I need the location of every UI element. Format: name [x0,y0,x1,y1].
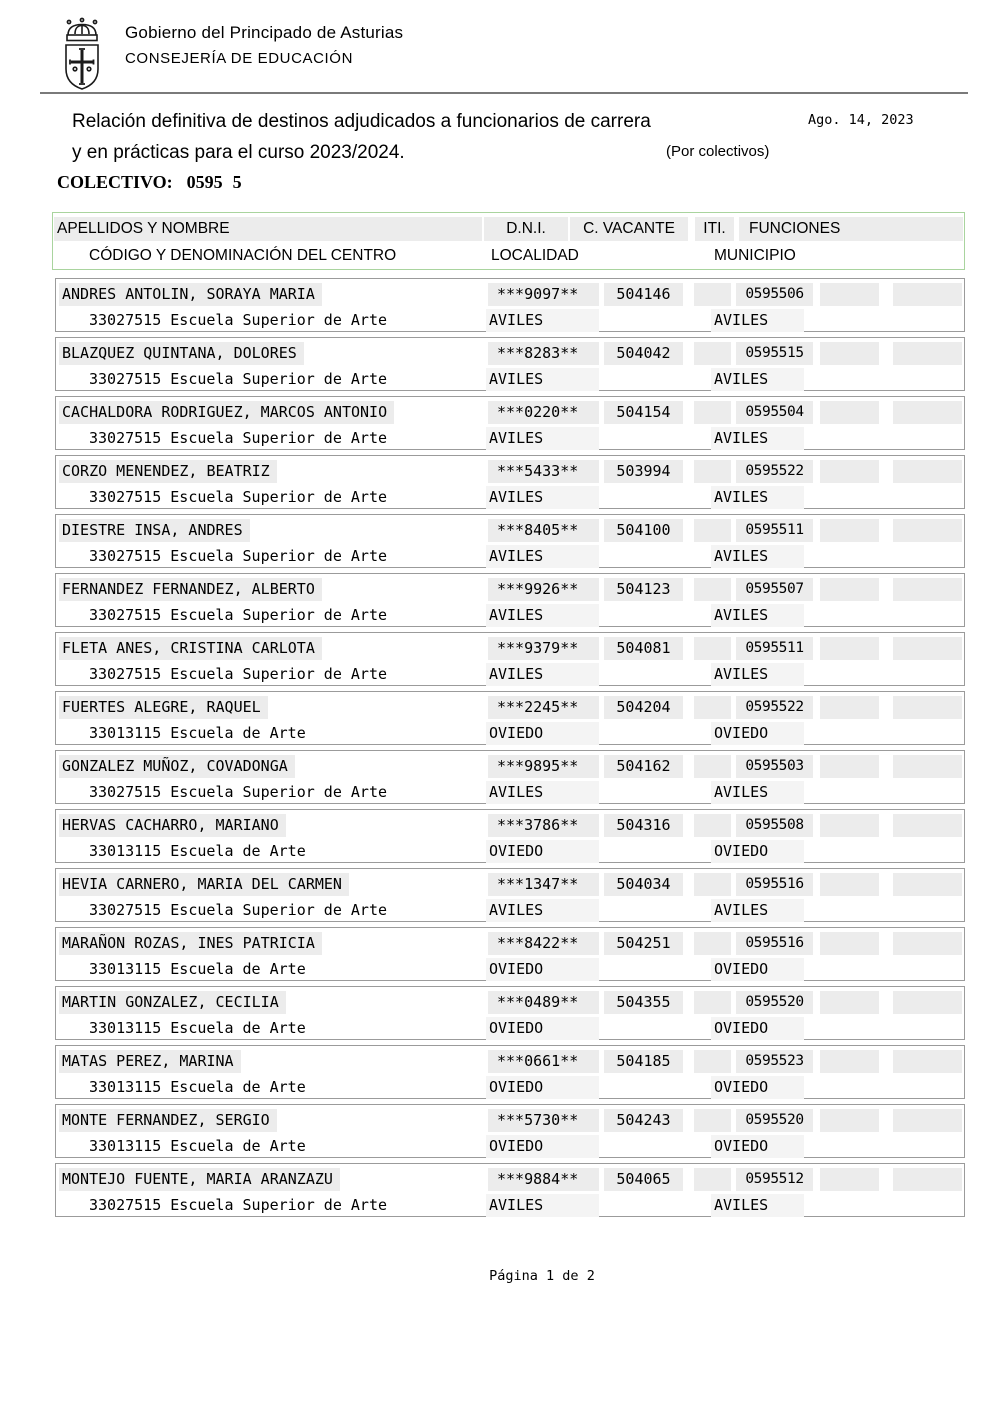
cell-dni: ***0489** [488,991,599,1014]
cell-apellidos-nombre: HERVAS CACHARRO, MARIANO [59,814,286,837]
document-subtitle: (Por colectivos) [666,143,770,160]
cell-iti [694,873,731,896]
column-header-dni: D.N.I. [484,217,568,241]
cell-centro: 33027515 Escuela Superior de Arte [89,429,388,447]
cell-funciones-2-empty [820,1168,879,1191]
cell-cvacante: 504355 [604,991,683,1014]
cell-funciones-2-empty [820,1050,879,1073]
cell-dni: ***9895** [488,755,599,778]
cell-cvacante: 504081 [604,637,683,660]
cell-municipio: AVILES [711,604,804,627]
cell-centro: 33027515 Escuela Superior de Arte [89,606,388,624]
cell-municipio: AVILES [711,1194,804,1217]
cell-dni: ***9926** [488,578,599,601]
column-header-apellidos: APELLIDOS Y NOMBRE [54,217,482,241]
cell-funciones-2-empty [820,991,879,1014]
table-row [55,632,965,686]
cell-cvacante: 504034 [604,873,683,896]
cell-apellidos-nombre: GONZALEZ MUÑOZ, COVADONGA [59,755,295,778]
cell-iti [694,342,731,365]
table-row [55,868,965,922]
cell-cvacante: 504100 [604,519,683,542]
cell-dni: ***0661** [488,1050,599,1073]
cell-funciones-3-empty [893,814,962,837]
cell-funciones: 0595506 [736,283,813,306]
cell-funciones-2-empty [820,696,879,719]
cell-localidad: AVILES [486,486,599,509]
cell-dni: ***5730** [488,1109,599,1132]
cell-dni: ***9884** [488,1168,599,1191]
cell-funciones: 0595522 [736,696,813,719]
table-row [55,1045,965,1099]
document-date: Ago. 14, 2023 [808,112,914,128]
cell-funciones: 0595522 [736,460,813,483]
cell-municipio: AVILES [711,427,804,450]
cell-localidad: AVILES [486,427,599,450]
cell-funciones-3-empty [893,755,962,778]
cell-iti [694,932,731,955]
cell-municipio: OVIEDO [711,840,804,863]
cell-centro: 33027515 Escuela Superior de Arte [89,488,388,506]
cell-centro: 33027515 Escuela Superior de Arte [89,901,388,919]
table-row [55,1163,965,1217]
cell-iti [694,814,731,837]
cell-iti [694,401,731,424]
cell-funciones-3-empty [893,342,962,365]
cell-cvacante: 504154 [604,401,683,424]
cell-funciones: 0595511 [736,519,813,542]
colectivo-label: COLECTIVO: [57,172,173,192]
cell-municipio: AVILES [711,781,804,804]
cell-dni: ***8405** [488,519,599,542]
colectivo-code: 0595 [186,172,223,192]
cell-iti [694,283,731,306]
column-header-centro: CÓDIGO Y DENOMINACIÓN DEL CENTRO [89,247,397,264]
cell-funciones-2-empty [820,637,879,660]
cell-funciones-2-empty [820,283,879,306]
cell-dni: ***1347** [488,873,599,896]
cell-municipio: OVIEDO [711,722,804,745]
column-header-funciones: FUNCIONES [739,217,963,241]
cell-localidad: AVILES [486,545,599,568]
cell-municipio: OVIEDO [711,958,804,981]
cell-localidad: OVIEDO [486,958,599,981]
table-row [55,1104,965,1158]
cell-dni: ***9097** [488,283,599,306]
column-header-localidad: LOCALIDAD [491,247,579,264]
cell-dni: ***5433** [488,460,599,483]
cell-municipio: OVIEDO [711,1135,804,1158]
cell-funciones-2-empty [820,342,879,365]
cell-dni: ***8283** [488,342,599,365]
cell-apellidos-nombre: ANDRES ANTOLIN, SORAYA MARIA [59,283,322,306]
cell-dni: ***0220** [488,401,599,424]
cell-municipio: AVILES [711,663,804,686]
cell-centro: 33027515 Escuela Superior de Arte [89,783,388,801]
document-title [72,106,651,168]
cell-localidad: OVIEDO [486,1076,599,1099]
cell-centro: 33027515 Escuela Superior de Arte [89,1196,388,1214]
cell-funciones: 0595504 [736,401,813,424]
cell-localidad: AVILES [486,1194,599,1217]
cell-centro: 33013115 Escuela de Arte [89,1137,306,1155]
cell-funciones: 0595523 [736,1050,813,1073]
cell-funciones: 0595520 [736,1109,813,1132]
cell-apellidos-nombre: CORZO MENENDEZ, BEATRIZ [59,460,277,483]
cell-funciones-2-empty [820,578,879,601]
org-names [125,16,403,67]
cell-municipio: OVIEDO [711,1076,804,1099]
cell-apellidos-nombre: BLAZQUEZ QUINTANA, DOLORES [59,342,304,365]
table-row [55,455,965,509]
cell-apellidos-nombre: DIESTRE INSA, ANDRES [59,519,250,542]
cell-funciones-2-empty [820,401,879,424]
cell-centro: 33027515 Escuela Superior de Arte [89,370,388,388]
cell-funciones-3-empty [893,991,962,1014]
cell-iti [694,1168,731,1191]
cell-funciones-3-empty [893,1168,962,1191]
table-row [55,396,965,450]
cell-cvacante: 504243 [604,1109,683,1132]
cell-dni: ***8422** [488,932,599,955]
table-row [55,809,965,863]
cell-localidad: AVILES [486,368,599,391]
table-row [55,986,965,1040]
cell-localidad: AVILES [486,781,599,804]
cell-funciones-3-empty [893,578,962,601]
cell-cvacante: 504204 [604,696,683,719]
cell-centro: 33013115 Escuela de Arte [89,1078,306,1096]
cell-apellidos-nombre: FERNANDEZ FERNANDEZ, ALBERTO [59,578,322,601]
column-header-municipio: MUNICIPIO [714,247,796,264]
colectivo-line [57,172,256,193]
cell-funciones: 0595516 [736,932,813,955]
cell-centro: 33013115 Escuela de Arte [89,960,306,978]
cell-funciones-3-empty [893,932,962,955]
cell-cvacante: 504065 [604,1168,683,1191]
cell-funciones: 0595516 [736,873,813,896]
table-row [55,691,965,745]
cell-iti [694,519,731,542]
cell-localidad: AVILES [486,899,599,922]
cell-localidad: OVIEDO [486,840,599,863]
cell-cvacante: 504251 [604,932,683,955]
table-rows [55,278,965,1222]
cell-funciones-3-empty [893,283,962,306]
cell-apellidos-nombre: FUERTES ALEGRE, RAQUEL [59,696,268,719]
cell-cvacante: 504042 [604,342,683,365]
cell-cvacante: 504123 [604,578,683,601]
cell-centro: 33013115 Escuela de Arte [89,842,306,860]
cell-funciones-2-empty [820,932,879,955]
cell-funciones-2-empty [820,814,879,837]
header-divider [40,92,968,94]
cell-localidad: OVIEDO [486,1017,599,1040]
cell-iti [694,637,731,660]
cell-funciones-2-empty [820,873,879,896]
cell-iti [694,755,731,778]
cell-municipio: AVILES [711,486,804,509]
cell-funciones: 0595503 [736,755,813,778]
cell-funciones-2-empty [820,1109,879,1132]
table-row [55,278,965,332]
cell-funciones-2-empty [820,460,879,483]
cell-municipio: AVILES [711,309,804,332]
cell-funciones-3-empty [893,637,962,660]
table-row [55,573,965,627]
cell-localidad: AVILES [486,663,599,686]
org-header [55,16,403,92]
cell-localidad: OVIEDO [486,1135,599,1158]
cell-apellidos-nombre: FLETA ANES, CRISTINA CARLOTA [59,637,322,660]
cell-iti [694,1050,731,1073]
org-name-line1: Gobierno del Principado de Asturias [125,23,404,42]
cell-cvacante: 504316 [604,814,683,837]
cell-funciones: 0595511 [736,637,813,660]
table-row [55,337,965,391]
table-row [55,927,965,981]
cell-apellidos-nombre: MONTE FERNANDEZ, SERGIO [59,1109,277,1132]
cell-funciones-3-empty [893,873,962,896]
document-title-line2: y en prácticas para el curso 2023/2024. [72,142,405,163]
cell-funciones-3-empty [893,1109,962,1132]
cell-iti [694,991,731,1014]
colectivo-suffix: 5 [232,172,242,192]
cell-funciones: 0595512 [736,1168,813,1191]
column-header-cvacante: C. VACANTE [570,217,688,241]
cell-municipio: AVILES [711,545,804,568]
cell-centro: 33027515 Escuela Superior de Arte [89,311,388,329]
cell-apellidos-nombre: MONTEJO FUENTE, MARIA ARANZAZU [59,1168,340,1191]
cell-dni: ***9379** [488,637,599,660]
cell-funciones-2-empty [820,519,879,542]
cell-funciones: 0595520 [736,991,813,1014]
cell-apellidos-nombre: HEVIA CARNERO, MARIA DEL CARMEN [59,873,349,896]
cell-funciones: 0595507 [736,578,813,601]
cell-cvacante: 504162 [604,755,683,778]
cell-municipio: AVILES [711,368,804,391]
asturias-coat-of-arms-icon [55,16,109,92]
cell-cvacante: 503994 [604,460,683,483]
cell-centro: 33027515 Escuela Superior de Arte [89,665,388,683]
cell-apellidos-nombre: MARTIN GONZALEZ, CECILIA [59,991,286,1014]
cell-dni: ***2245** [488,696,599,719]
cell-cvacante: 504185 [604,1050,683,1073]
table-header [52,212,965,270]
column-header-iti: ITI. [695,217,734,241]
document-title-line1: Relación definitiva de destinos adjudicados a funcionarios de carrera [72,111,651,132]
cell-iti [694,460,731,483]
cell-funciones: 0595515 [736,342,813,365]
cell-localidad: OVIEDO [486,722,599,745]
cell-dni: ***3786** [488,814,599,837]
table-row [55,750,965,804]
cell-apellidos-nombre: MATAS PEREZ, MARINA [59,1050,241,1073]
cell-municipio: AVILES [711,899,804,922]
cell-funciones-3-empty [893,1050,962,1073]
cell-centro: 33013115 Escuela de Arte [89,1019,306,1037]
cell-municipio: OVIEDO [711,1017,804,1040]
cell-localidad: AVILES [486,604,599,627]
cell-funciones-3-empty [893,519,962,542]
cell-centro: 33013115 Escuela de Arte [89,724,306,742]
cell-localidad: AVILES [486,309,599,332]
cell-apellidos-nombre: CACHALDORA RODRIGUEZ, MARCOS ANTONIO [59,401,394,424]
cell-iti [694,578,731,601]
cell-funciones-2-empty [820,755,879,778]
cell-centro: 33027515 Escuela Superior de Arte [89,547,388,565]
cell-funciones-3-empty [893,696,962,719]
cell-funciones-3-empty [893,460,962,483]
cell-iti [694,1109,731,1132]
table-row [55,514,965,568]
cell-iti [694,696,731,719]
org-name-line2: CONSEJERÍA DE EDUCACIÓN [125,50,354,67]
cell-cvacante: 504146 [604,283,683,306]
cell-funciones-3-empty [893,401,962,424]
page-number: Página 1 de 2 [489,1268,595,1284]
cell-apellidos-nombre: MARAÑON ROZAS, INES PATRICIA [59,932,322,955]
cell-funciones: 0595508 [736,814,813,837]
